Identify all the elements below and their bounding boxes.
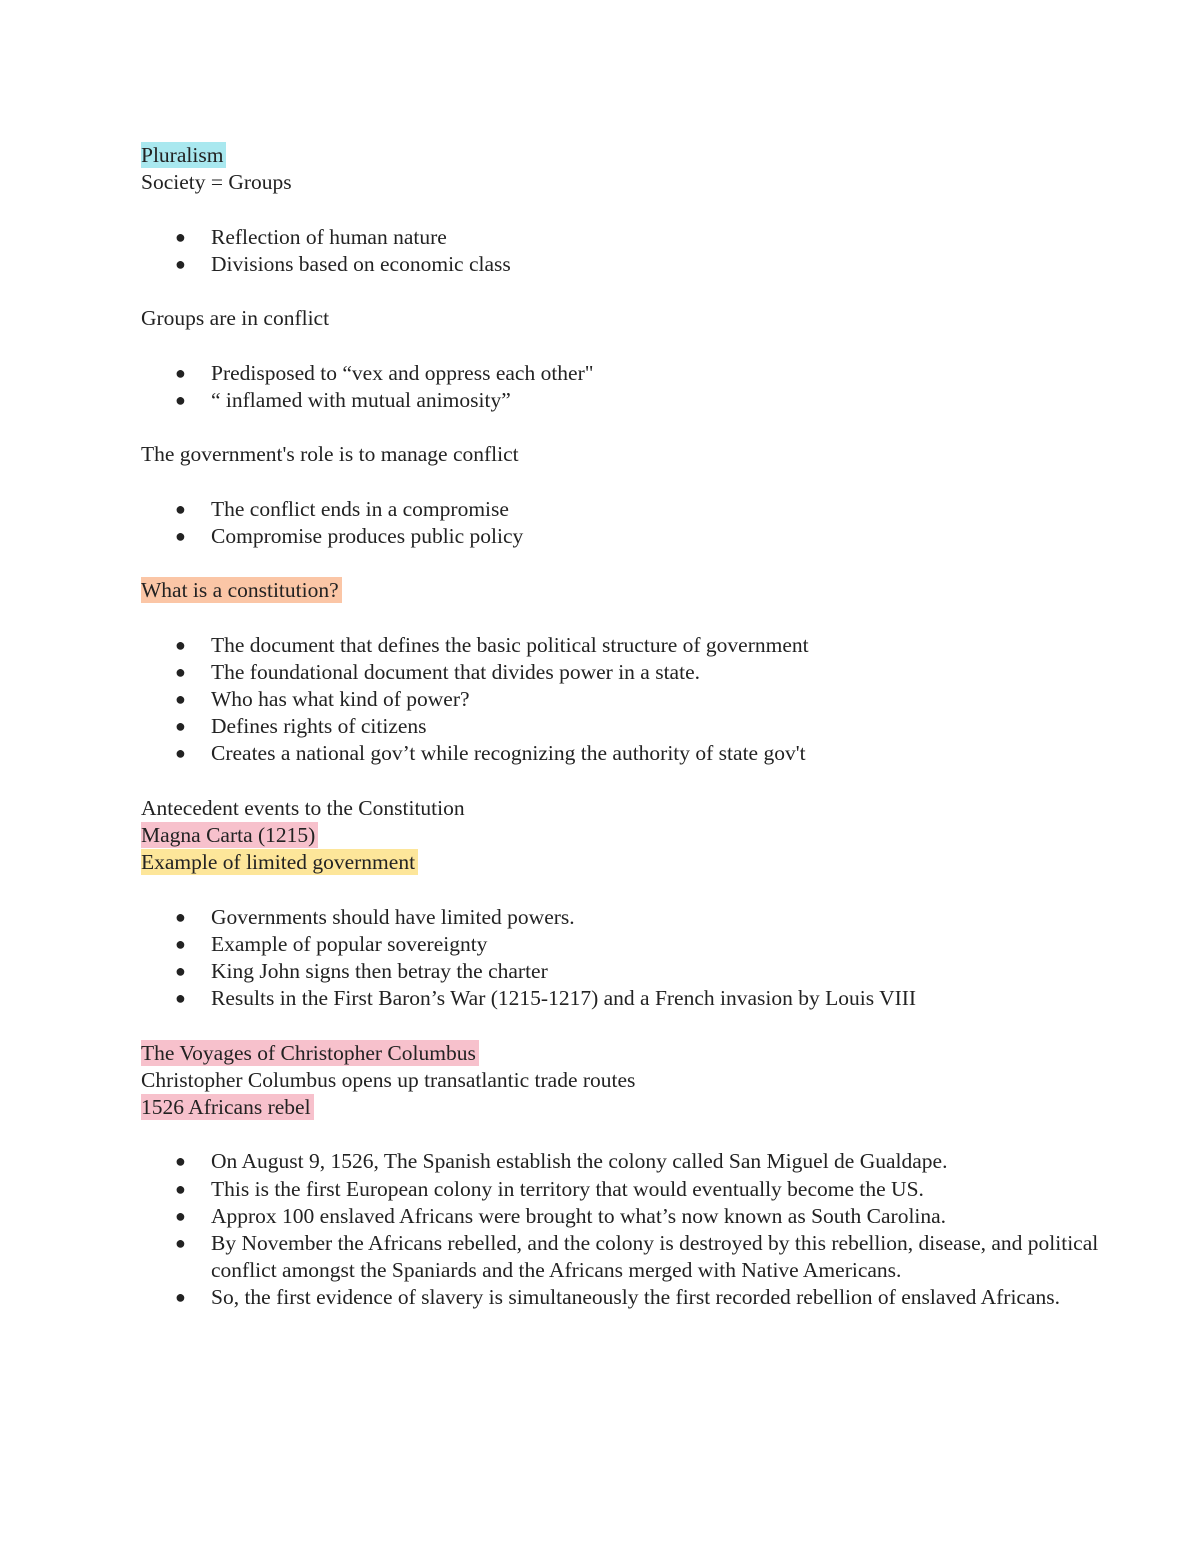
pluralism-heading xyxy=(141,142,1101,169)
bullet-icon: ● xyxy=(175,389,186,410)
list-item: ● The conflict ends in a compromise xyxy=(141,496,1101,523)
document-body xyxy=(141,142,1101,1312)
bullet-icon: ● xyxy=(175,226,186,247)
antecedent-heading: Antecedent events to the Constitution xyxy=(141,795,465,820)
bullet-icon: ● xyxy=(175,1232,186,1253)
spacer xyxy=(141,468,1101,495)
pluralism-subheading: Society = Groups xyxy=(141,170,292,195)
bullet-icon: ● xyxy=(175,525,186,546)
constitution-bullet-list xyxy=(141,632,1101,768)
list-item: ● So, the first evidence of slavery is simultaneously the first recorded rebellion of enslaved Africans. xyxy=(141,1284,1101,1311)
bullet-icon: ● xyxy=(175,743,186,764)
spacer xyxy=(141,550,1101,577)
spacer xyxy=(141,196,1101,223)
limited-government-text: Example of limited government xyxy=(141,849,418,875)
africans-rebel-text: 1526 Africans rebel xyxy=(141,1094,314,1120)
magna-carta-bullet-list xyxy=(141,904,1101,1013)
spacer xyxy=(141,876,1101,903)
bullet-icon: ● xyxy=(175,688,186,709)
magna-carta-heading xyxy=(141,822,1101,849)
list-item: ● “ inflamed with mutual animosity” xyxy=(141,387,1101,414)
pluralism-heading-text: Pluralism xyxy=(141,142,226,168)
columbus-subheading: Christopher Columbus opens up transatlantic trade routes xyxy=(141,1067,636,1092)
spacer xyxy=(141,414,1101,441)
bullet-icon: ● xyxy=(175,1151,186,1172)
bullet-icon: ● xyxy=(175,661,186,682)
list-item: ● On August 9, 1526, The Spanish establish the colony called San Miguel de Gualdape. xyxy=(141,1148,1101,1175)
list-item: ● King John signs then betray the charter xyxy=(141,958,1101,985)
spacer xyxy=(141,604,1101,631)
conflict-heading: Groups are in conflict xyxy=(141,306,330,331)
list-item: ● The document that defines the basic political structure of government xyxy=(141,632,1101,659)
bullet-icon: ● xyxy=(175,716,186,737)
constitution-heading-text: What is a constitution? xyxy=(141,577,342,603)
list-item: ● Who has what kind of power? xyxy=(141,686,1101,713)
bullet-icon: ● xyxy=(175,988,186,1009)
list-item: ● Defines rights of citizens xyxy=(141,713,1101,740)
list-item: ● Compromise produces public policy xyxy=(141,523,1101,550)
bullet-icon: ● xyxy=(175,1287,186,1308)
list-item: ● This is the first European colony in territory that would eventually become the US. xyxy=(141,1176,1101,1203)
bullet-icon: ● xyxy=(175,960,186,981)
bullet-icon: ● xyxy=(175,906,186,927)
spacer xyxy=(141,278,1101,305)
pluralism-bullet-list xyxy=(141,224,1101,278)
spacer xyxy=(141,332,1101,359)
list-item: ● Creates a national gov’t while recognizing the authority of state gov't xyxy=(141,740,1101,767)
bullet-icon: ● xyxy=(175,253,186,274)
government-bullet-list xyxy=(141,496,1101,550)
limited-government-heading xyxy=(141,849,1101,876)
list-item: ● By November the Africans rebelled, and the colony is destroyed by this rebellion, disease, and political conflict amongst the Spaniards and the Africans merged with Native Americans. xyxy=(175,1230,1099,1283)
magna-carta-text: Magna Carta (1215) xyxy=(141,822,318,848)
bullet-icon: ● xyxy=(175,1205,186,1226)
list-item: ● Results in the First Baron’s War (1215-1217) and a French invasion by Louis VIII xyxy=(141,985,1101,1012)
government-role-heading: The government's role is to manage conflict xyxy=(141,442,519,467)
africans-rebel-heading xyxy=(141,1094,1101,1121)
spacer xyxy=(141,1012,1101,1039)
spacer xyxy=(141,1121,1101,1148)
list-item: ● The foundational document that divides power in a state. xyxy=(141,659,1101,686)
list-item: ● Example of popular sovereignty xyxy=(141,931,1101,958)
list-item: ● Divisions based on economic class xyxy=(141,251,1101,278)
bullet-icon: ● xyxy=(175,1178,186,1199)
bullet-icon: ● xyxy=(175,498,186,519)
rebellion-bullet-list xyxy=(141,1148,1101,1311)
columbus-heading-text: The Voyages of Christopher Columbus xyxy=(141,1040,479,1066)
list-item: ● Approx 100 enslaved Africans were brought to what’s now known as South Carolina. xyxy=(141,1203,1101,1230)
conflict-bullet-list xyxy=(141,360,1101,414)
columbus-heading xyxy=(141,1040,1101,1067)
bullet-icon: ● xyxy=(175,362,186,383)
list-item: ● Predisposed to “vex and oppress each other" xyxy=(141,360,1101,387)
list-item: ● Governments should have limited powers. xyxy=(141,904,1101,931)
bullet-icon: ● xyxy=(175,634,186,655)
constitution-heading xyxy=(141,577,1101,604)
spacer xyxy=(141,768,1101,795)
bullet-icon: ● xyxy=(175,933,186,954)
list-item: ● Reflection of human nature xyxy=(141,224,1101,251)
